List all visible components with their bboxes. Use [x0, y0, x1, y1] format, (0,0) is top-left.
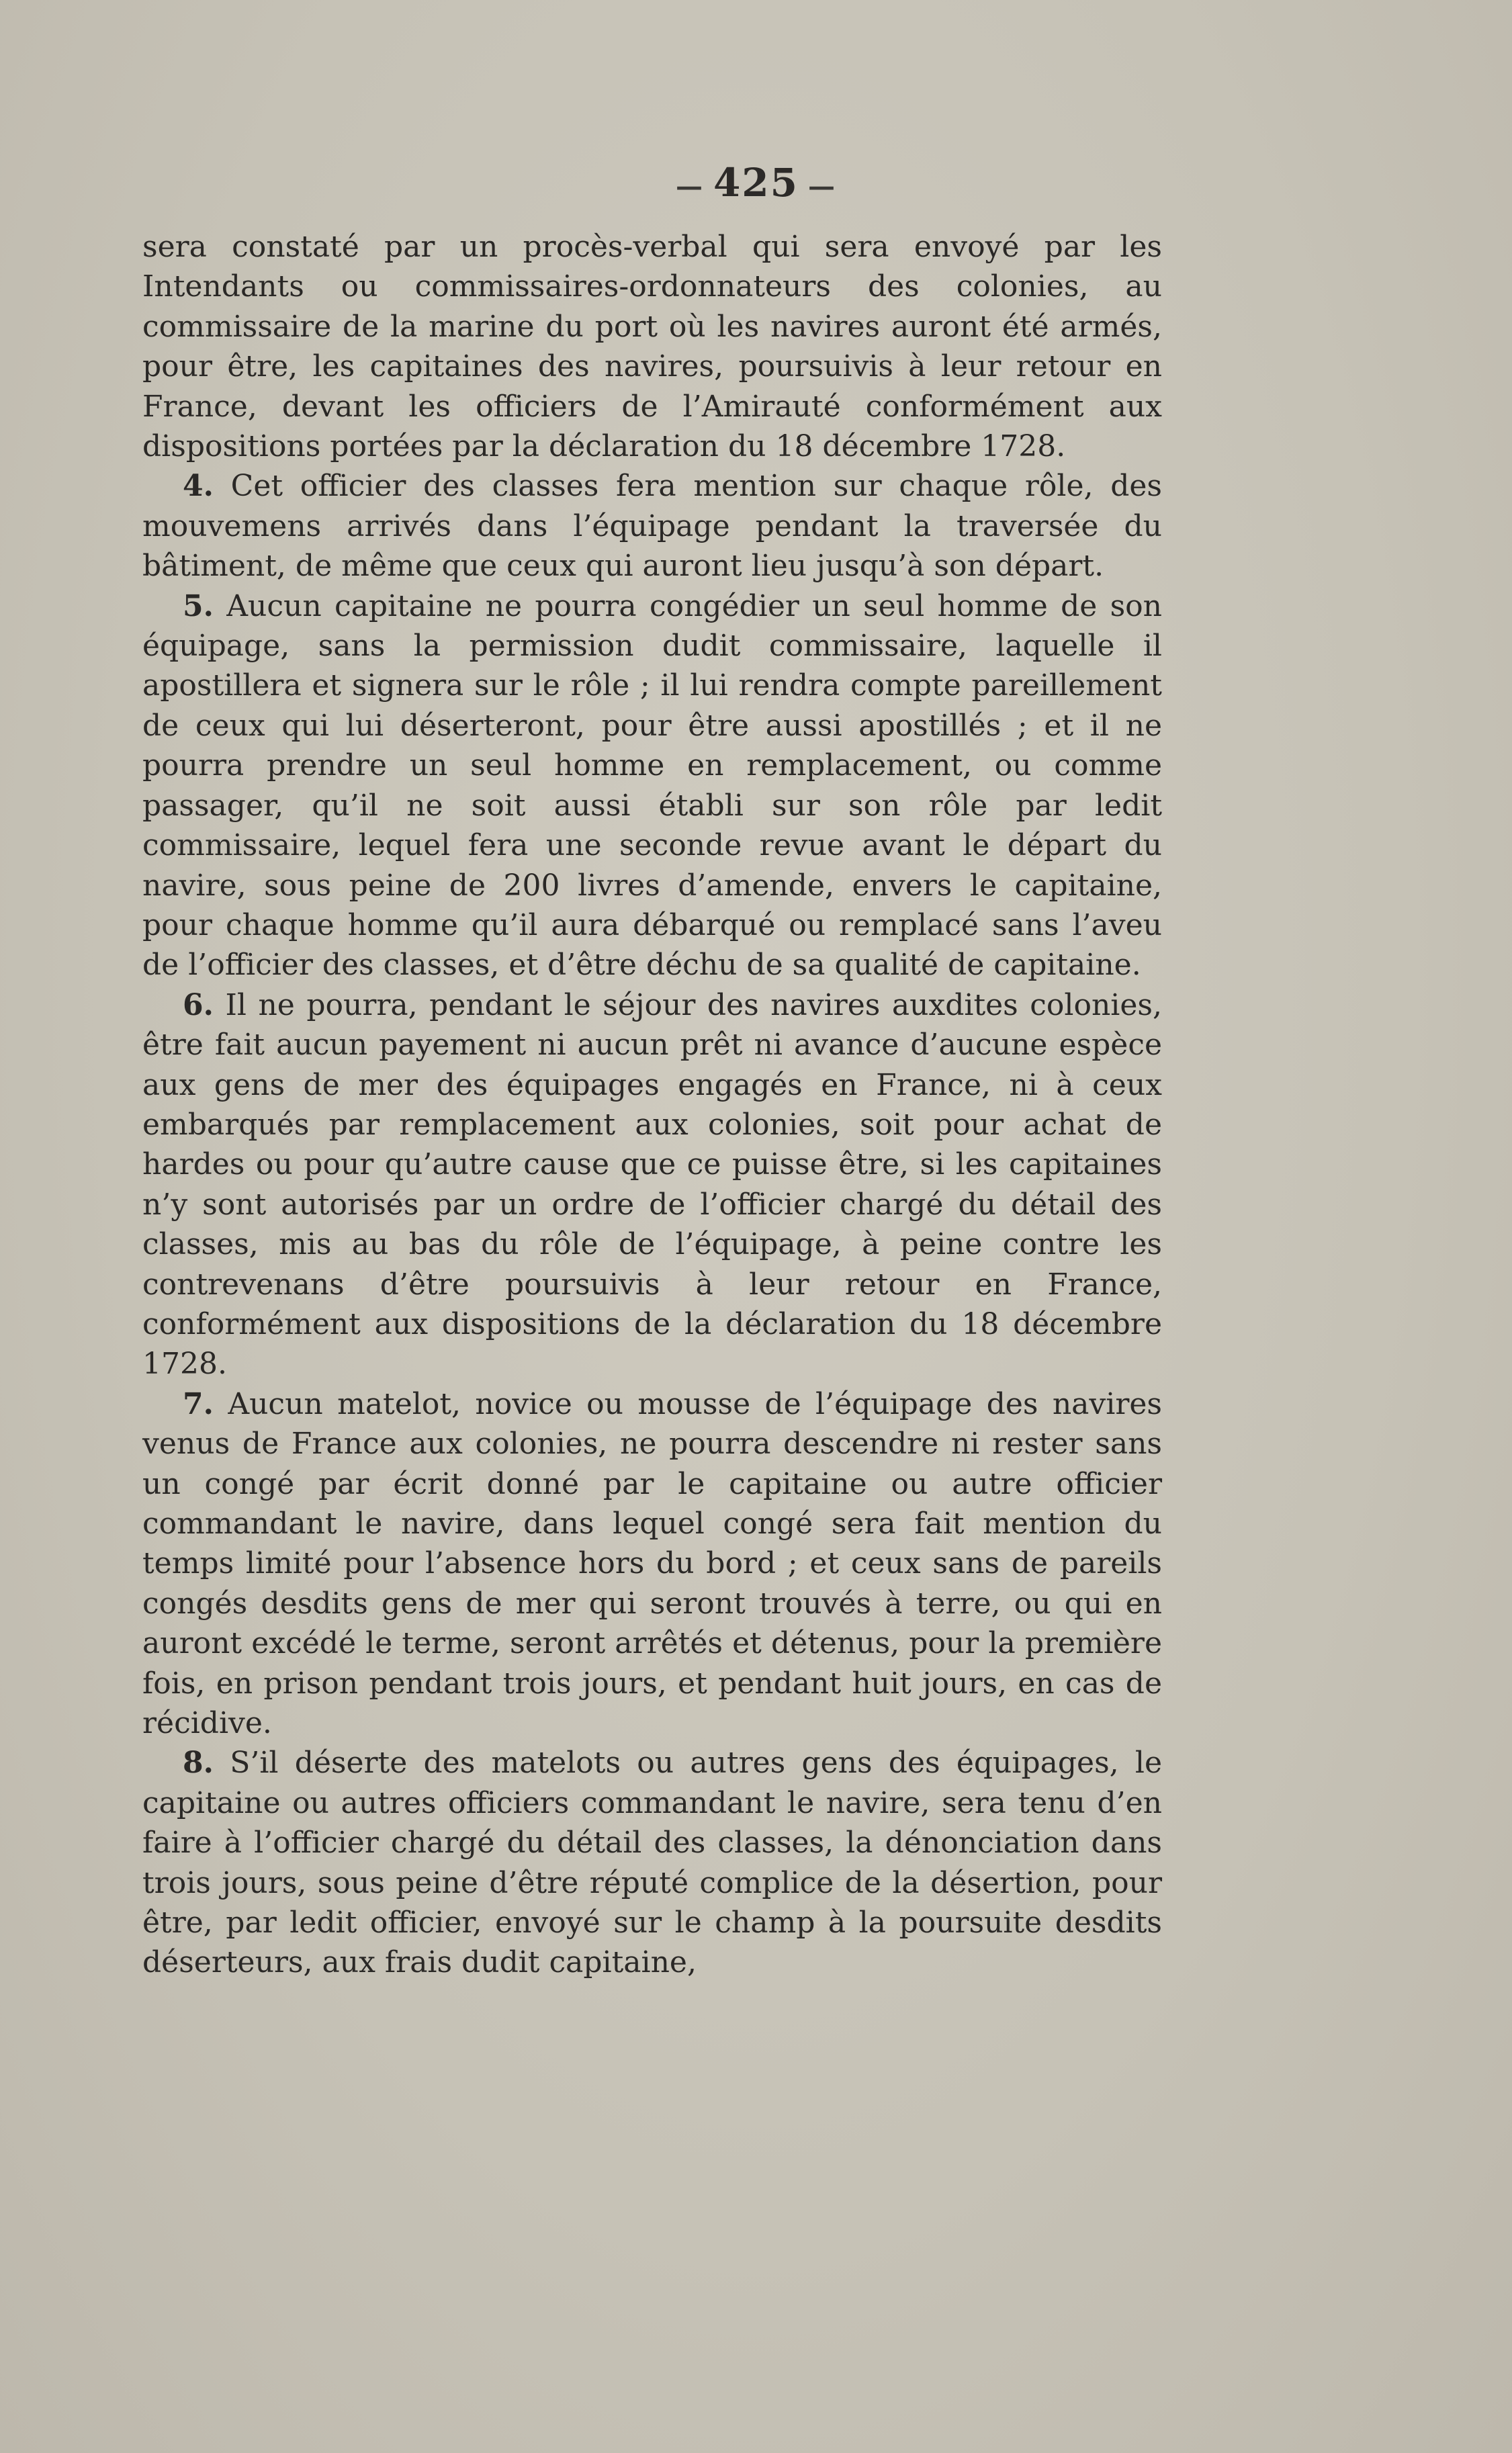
paragraph-text: Il ne pourra, pendant le séjour des navires auxdites colonies, être fait aucun payement ni aucun prêt ni avance d’aucune espèce aux gens de mer des équipages engagés en France, ni à ceux embarqués par remplacement aux colonies, soit pour achat de hardes ou pour qu’autre cause que ce puisse être, si les capitaines n’y sont autorisés par un ordre de l’officier chargé du détail des classes, mis au bas du rôle de l’équipage, à peine contre les contrevenans d’être poursuivis à leur retour en France, conformément aux dispositions de la déclaration du 18 décembre 1728. — [142, 987, 1162, 1382]
article-number: 5. — [183, 588, 214, 623]
article-5 — [142, 586, 1162, 985]
article-6 — [142, 985, 1162, 1384]
header-left-dash: — — [675, 170, 704, 202]
paragraph-text: Cet officier des classes fera mention sur chaque rôle, des mouvemens arrivés dans l’équipage pendant la traversée du bâtiment, de même que ceux qui auront lieu jusqu’à son départ. — [142, 469, 1162, 584]
paragraph-continuation — [142, 227, 1162, 466]
article-number: 8. — [183, 1746, 214, 1781]
article-8 — [142, 1743, 1162, 1982]
paragraph-text: Aucun matelot, novice ou mousse de l’équipage des navires venus de France aux colonies, ne pourra descendre ni rester sans un congé par écrit donné par le capitaine ou autre officier commandant le navire, dans lequel congé sera fait mention du temps limité pour l’absence hors du bord ; et ceux sans de pareils congés desdits gens de mer qui seront trouvés à terre, ou qui en auront excédé le terme, seront arrêtés et détenus, pour la première fois, en prison pendant trois jours, et pendant huit jours, en cas de récidive. — [142, 1386, 1162, 1741]
paragraph-text: sera constaté par un procès-verbal qui sera envoyé par les Intendants ou commissaires-ordonnateurs des colonies, au commissaire de la marine du port où les navires auront été armés, pour être, les capitaines des navires, poursuivis à leur retour en France, devant les officiers de l’Amirauté conformément aux dispositions portées par la déclaration du 18 décembre 1728. — [142, 230, 1162, 464]
page-number: 425 — [713, 160, 799, 206]
paragraph-text: S’il déserte des matelots ou autres gens des équipages, le capitaine ou autres officiers commandant le navire, sera tenu d’en faire à l’officier chargé du détail des classes, la dénonciation dans trois jours, sous peine d’être réputé complice de la désertion, pour être, par ledit officier, envoyé sur le champ à la poursuite desdits déserteurs, aux frais dudit capitaine, — [142, 1746, 1162, 1980]
article-number: 4. — [183, 469, 214, 504]
article-7 — [142, 1384, 1162, 1744]
header-right-dash: — — [808, 170, 837, 202]
article-number: 6. — [183, 987, 214, 1022]
article-number: 7. — [183, 1386, 214, 1421]
body-text — [142, 227, 1162, 1983]
page-header — [0, 160, 1512, 206]
article-4 — [142, 466, 1162, 586]
paragraph-text: Aucun capitaine ne pourra congédier un seul homme de son équipage, sans la permission dudit commissaire, laquelle il apostillera et signera sur le rôle ; il lui rendra compte pareillement de ceux qui lui déserteront, pour être aussi apostillés ; et il ne pourra prendre un seul homme en remplacement, ou comme passager, qu’il ne soit aussi établi sur son rôle par ledit commissaire, lequel fera une seconde revue avant le départ du navire, sous peine de 200 livres d’amende, envers le capitaine, pour chaque homme qu’il aura débarqué ou remplacé sans l’aveu de l’officier des classes, et d’être déchu de sa qualité de capitaine. — [142, 588, 1162, 983]
